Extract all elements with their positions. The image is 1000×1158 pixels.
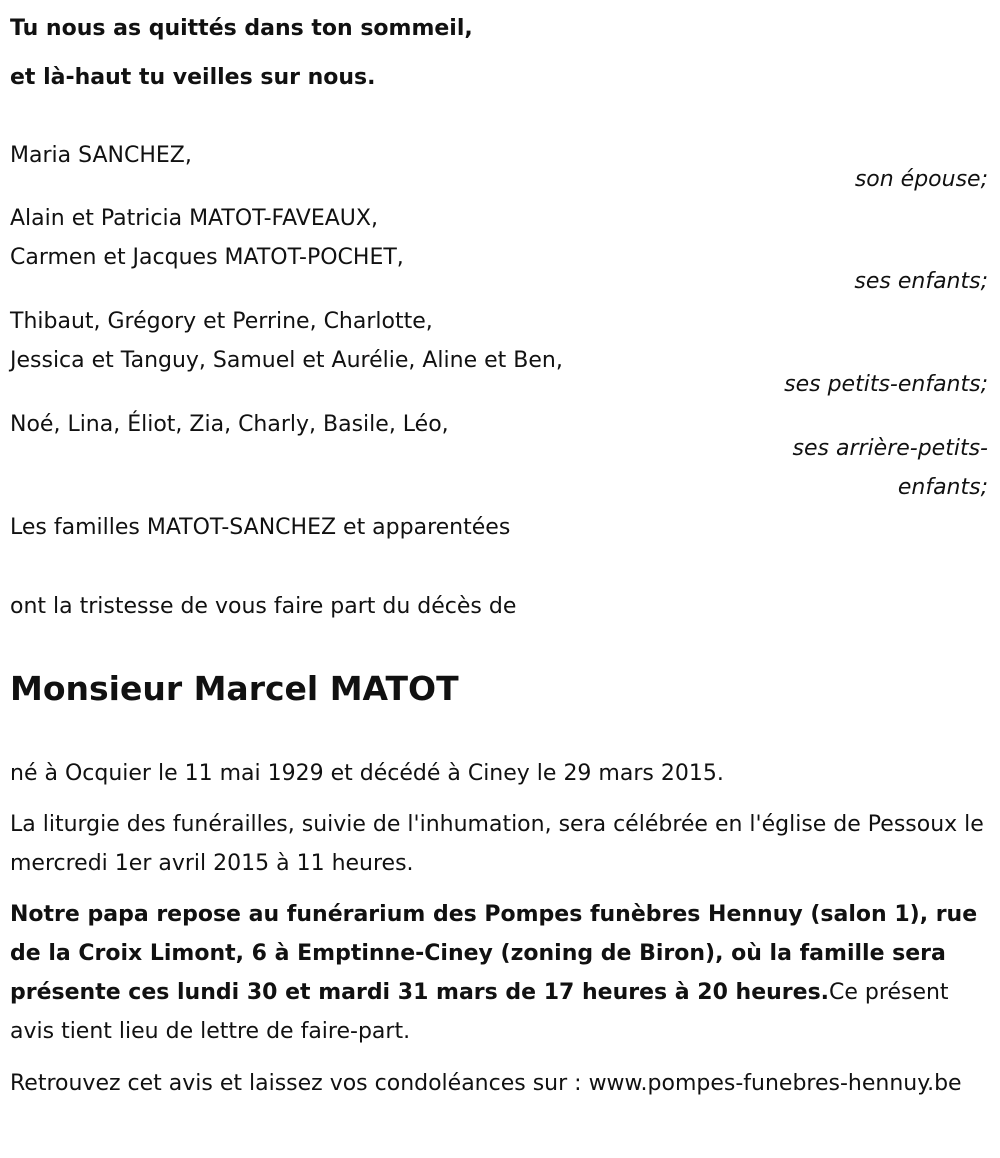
family-relation: ses enfants;	[854, 269, 988, 294]
birth-death: né à Ocquier le 11 mai 1929 et décédé à Ciney le 29 mars 2015.	[10, 761, 724, 786]
epitaph-line-1: Tu nous as quittés dans ton sommeil,	[10, 16, 473, 41]
visitation	[10, 895, 995, 1051]
deceased-name: Monsieur Marcel MATOT	[10, 669, 459, 708]
family-name: Maria SANCHEZ,	[10, 143, 192, 168]
family-relation: ses petits-enfants;	[784, 372, 988, 397]
liturgy: La liturgie des funérailles, suivie de l'inhumation, sera célébrée en l'église de Pessoux le mercredi 1er avril 2015 à 11 heures.	[10, 812, 984, 876]
condolences: Retrouvez cet avis et laissez vos condoléances sur : www.pompes-funebres-hennuy.be	[10, 1071, 962, 1096]
visitation-normal: Ce présent avis tient lieu de lettre de faire-part.	[10, 980, 949, 1044]
family-name: Carmen et Jacques MATOT-POCHET,	[10, 245, 404, 270]
family-relation: ses arrière-petits-	[792, 436, 988, 461]
family-name: Alain et Patricia MATOT-FAVEAUX,	[10, 206, 378, 231]
family-name: Thibaut, Grégory et Perrine, Charlotte,	[10, 309, 433, 334]
family-name: Noé, Lina, Éliot, Zia, Charly, Basile, Léo,	[10, 412, 449, 437]
families-line: Les familles MATOT-SANCHEZ et apparentées	[10, 515, 511, 540]
family-relation: enfants;	[897, 475, 988, 500]
announce-line: ont la tristesse de vous faire part du décès de	[10, 594, 517, 619]
family-relation: son épouse;	[854, 167, 988, 192]
visitation-bold: Notre papa repose au funérarium des Pompes funèbres Hennuy (salon 1), rue de la Croix Limont, 6 à Emptinne-Ciney (zoning de Biron), où la famille sera présente ces lundi 30 et mardi 31 mars de 17 heures à 20 heures.	[10, 902, 978, 1005]
epitaph-line-2: et là-haut tu veilles sur nous.	[10, 65, 376, 90]
family-name: Jessica et Tanguy, Samuel et Aurélie, Aline et Ben,	[10, 348, 563, 373]
